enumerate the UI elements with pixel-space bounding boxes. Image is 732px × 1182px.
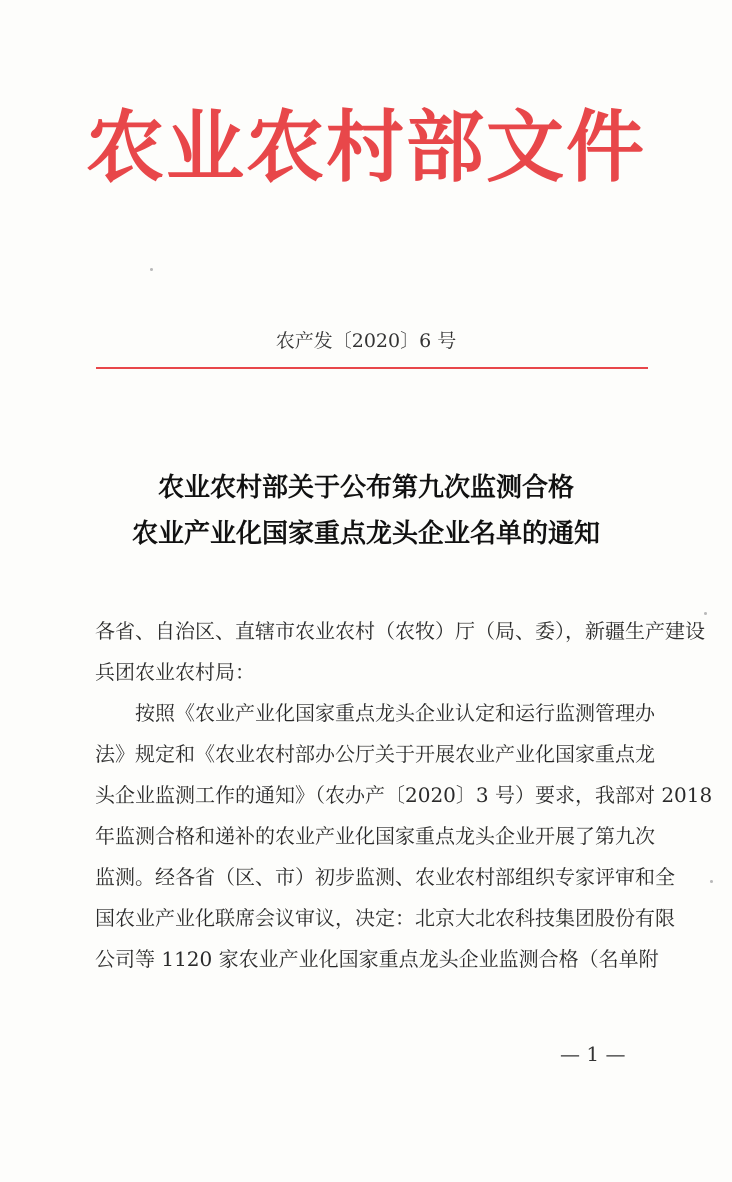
body-line: 法》规定和《农业农村部办公厅关于开展农业产业化国家重点龙 <box>95 742 655 766</box>
notice-title <box>0 465 732 557</box>
scan-speck <box>150 268 153 271</box>
page-number: — 1 — <box>560 1042 626 1066</box>
body-line: 监测。经各省（区、市）初步监测、农业农村部组织专家评审和全 <box>95 865 675 889</box>
notice-title-line: 农业农村部关于公布第九次监测合格 <box>157 473 574 503</box>
document-header-title: 农业农村部文件 <box>85 102 646 193</box>
scan-speck <box>710 880 713 883</box>
body-line: 国农业产业化联席会议审议，决定：北京大北农科技集团股份有限 <box>95 906 675 930</box>
scan-speck <box>704 612 707 615</box>
body-line: 兵团农业农村局： <box>95 660 255 684</box>
body-line: 头企业监测工作的通知》（农办产〔2020〕3 号）要求，我部对 2018 <box>95 783 713 807</box>
body-line: 公司等 1120 家农业产业化国家重点龙头企业监测合格（名单附 <box>95 947 659 971</box>
red-divider-line <box>96 367 648 369</box>
body-line: 年监测合格和递补的农业产业化国家重点龙头企业开展了第九次 <box>95 824 655 848</box>
body-line: 按照《农业产业化国家重点龙头企业认定和运行监测管理办 <box>95 701 655 725</box>
body-text <box>95 611 713 980</box>
notice-title-line: 农业产业化国家重点龙头企业名单的通知 <box>131 519 600 549</box>
document-number: 农产发〔2020〕6 号 <box>275 330 457 352</box>
body-line: 各省、自治区、直辖市农业农村（农牧）厅（局、委），新疆生产建设 <box>95 619 705 643</box>
